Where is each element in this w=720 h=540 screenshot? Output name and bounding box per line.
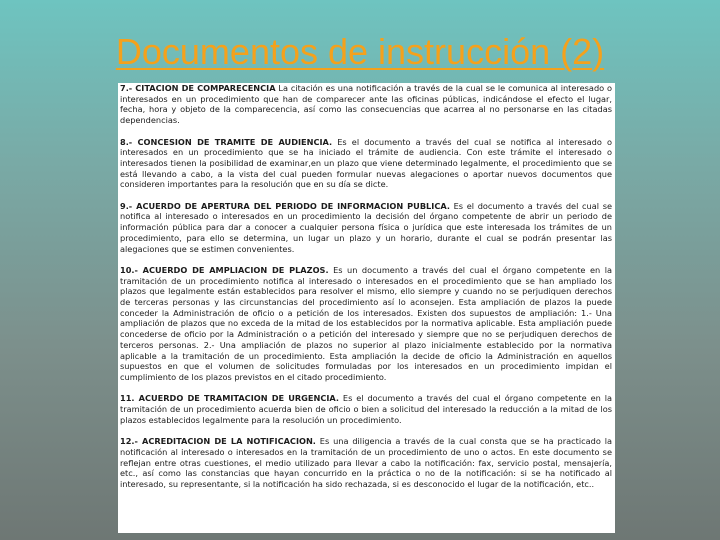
- paragraph-acreditacion-notificacion: [120, 436, 612, 490]
- paragraph-heading: 10.- ACUERDO DE AMPLIACION DE PLAZOS.: [120, 264, 329, 275]
- paragraph-heading: 9.- ACUERDO DE APERTURA DEL PERIODO DE INFORMACION PUBLICA.: [120, 200, 450, 211]
- paragraph-heading: 8.- CONCESION DE TRAMITE DE AUDIENCIA.: [120, 136, 333, 147]
- paragraph-text: Es una diligencia a través de la cual consta que se ha practicado la notificación al interesado o interesados en la tramitación de un procedimiento de uno o actos. En este documento se reflejan entre otras cuestiones, el medio utilizado para llevar a cabo la notificación: fax, servicio postal, mensajería, etc., así como las constancias que hayan concurrido en la práctica o no de la notificación: si se ha notificado al interesado, su representante, si la notificación ha sido rechazada, si es desconocido el lugar de la notificación, etc..: [120, 436, 612, 489]
- paragraph-heading: 7.- CITACION DE COMPARECENCIA: [120, 83, 276, 93]
- paragraph-ampliacion-plazos: [120, 265, 612, 383]
- paragraph-text: Es el documento a través del cual el órgano competente en la tramitación de un procedimiento acuerda bien de oficio o bien a solicitud del interesado la reducción a la mitad de los plazos establecidos legalmente para la resolución un procedimiento.: [120, 393, 612, 425]
- paragraph-heading: 12.- ACREDITACION DE LA NOTIFICACION.: [120, 436, 316, 447]
- paragraph-text: Es el documento a través del cual se notifica al interesado o interesados en un procedimiento la decisión del órgano competente de abrir un periodo de información pública para dar a conocer a cualquier persona física o jurídica que este interesada los trámites de un procedimiento, para ello se determina, un lugar un plazo y un horario, durante el cual se podrán presentar las alegaciones que se estimen convenientes.: [120, 200, 612, 254]
- paragraph-text: La citación es una notificación a través de la cual se le comunica al interesado o interesados en un procedimiento que han de comparecer ante las oficinas públicas, indicándose el efecto el lugar, fecha, hora y objeto de la comparecencia, así como las consecuencias que acarrea al no personarse en las citadas dependencias.: [120, 83, 613, 126]
- paragraph-informacion-publica: [120, 201, 612, 255]
- paragraph-heading: 11. ACUERDO DE TRAMITACION DE URGENCIA.: [120, 393, 340, 404]
- paragraph-citacion-comparecencia: [120, 83, 612, 126]
- document-body: [118, 83, 615, 490]
- paragraph-tramitacion-urgencia: [120, 393, 612, 425]
- paragraph-text: Es un documento a través del cual el órgano competente en la tramitación de un procedimiento notifica al interesado o interesados en el procedimiento que se han ampliado los plazos que legalmente están establecidos para resolver el mismo, ello siempre y cuando no se perjudiquen derechos de terceras personas y las circunstancias del procedimiento así lo aconsejen. Esta ampliación de plazos la puede conceder la Administración de oficio o a petición de los interesados. Existen dos supuestos de ampliación: 1.- Una ampliación de plazos que no exceda de la mitad de los establecidos por la normativa aplicable. Esta ampliación puede concederse de oficio por la Administración o a petición del interesado y siempre que no se perjudiquen derechos de terceros personas. 2.- Una ampliación de plazos no superior al plazo inicialmente establecido por la normativa aplicable a la tramitación de un procedimiento. Esta ampliación la decide de oficio la Administración en aquellos supuestos en que el volumen de solicitudes formuladas por los interesados en un procedimiento impidan el cumplimiento de los plazos previstos en el citado procedimiento.: [120, 264, 613, 382]
- paragraph-tramite-audiencia: [120, 137, 612, 191]
- document-image: [118, 83, 615, 533]
- paragraph-text: Es el documento a través del cual se notifica al interesado o interesados en un procedimiento que se ha iniciado el trámite de audiencia. Con este trámite el interesado o interesados tienen la posibilidad de examinar,en un plazo que viene determinado legalmente, el procedimiento que se está llevando a cabo, a la vista del cual pueden formular nuevas alegaciones o aportar nuevos documentos que consideren importantes para la resolución que en su día se dicte.: [120, 136, 612, 190]
- slide-title: Documentos de instrucción (2): [115, 31, 605, 72]
